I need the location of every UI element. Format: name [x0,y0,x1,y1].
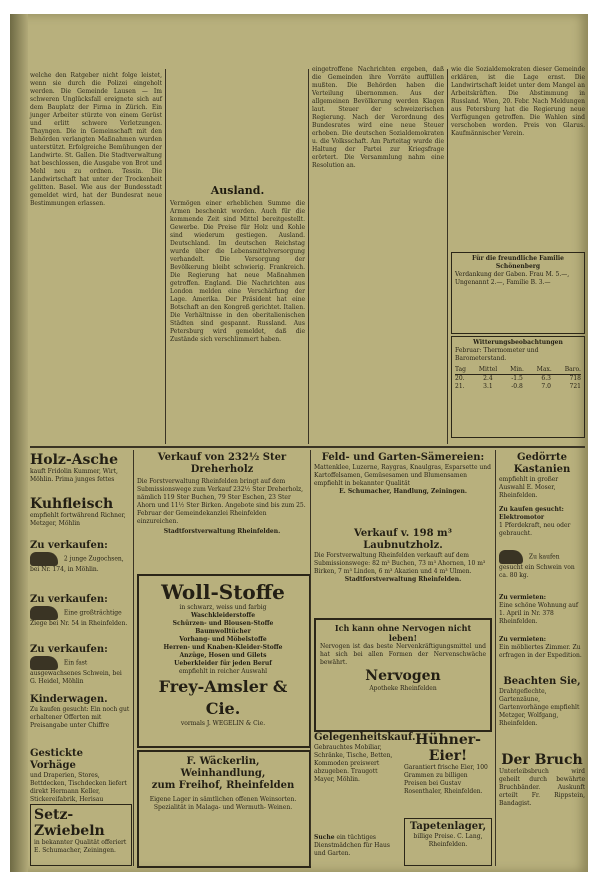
table-cell: 721 [569,383,581,390]
tapetenlager-title: Tapetenlager, [409,821,487,832]
woll-stoffe-line: Ueberkleider für jeden Beruf [174,660,272,667]
ad-elektromotor [499,506,585,546]
woll-stoffe-line: Baumwolltücher [195,628,251,635]
zwiebeln-title: Setz-Zwiebeln [34,807,105,839]
saemereien-signature: E. Schumacher, Handlung, Zeiningen. [339,488,467,495]
table-cell: -1.5 [511,375,523,382]
laubnutzholz-footer: Stadtforstverwaltung Rheinfelden. [344,576,462,583]
ad-divider [310,450,311,866]
pig-illustration-icon [30,656,58,670]
ad-waeckerlin [137,750,311,868]
ad-divider [133,450,134,866]
elektromotor-body: 1 Pferdekraft, neu oder gebraucht. [499,522,571,537]
ad-gelegenheitskauf [314,732,416,832]
drahtgeflechte-body: Drahtgeflechte, Gartenzäune, Gartenvorhänge empfiehlt Metzger, Wolfgang, Rheinfelden. [499,688,580,727]
holz-asche-title: Holz-Asche [30,452,118,468]
ad-wohnung [499,594,585,634]
woll-stoffe-line: Waschkleiderstoffe [190,612,256,619]
zimmer-title: Zu vermieten: [499,636,546,643]
table-cell: 20. [455,375,465,382]
woll-stoffe-subtitle: in schwarz, weiss und farbig [179,604,267,611]
ad-verkaufen-ochsen [30,540,130,590]
table-cell: 718 [569,375,581,382]
ad-huehner-eier [404,732,492,814]
table-cell: 3.1 [483,383,493,390]
ad-kuhfleisch [30,496,130,536]
column-divider [165,69,166,444]
table-header-cell: Mittel [478,366,498,373]
table-cell: -0.8 [511,383,523,390]
table-cell: 2.4 [483,375,493,382]
schwein-body: Zu kaufen gesucht ein Schwein von ca. 80 kg. [499,553,575,579]
goat-illustration-icon [30,606,58,620]
vorhaenge-title: Gestickte Vorhäge [30,748,83,771]
verkaufen-title: Zu verkaufen: [30,594,108,605]
table-header-cell: Baro. [564,366,581,373]
article-column-2: Vermögen einer erheblichen Summe die Armen beschenkt worden. Auch für die kommende Zeit sind Mittel bereitgestellt. Gewerbe. Die Preise für Holz und Kohle sind wiederum gestiegen. Ausland. Deutschland. Im deutschen Reichstag wurde über die Lebensmittelversorgung verhandelt. Die Versorgung der Bevölkerung bleibt schwierig. Frankreich. Die Regierung hat neue Maßnahmen getroffen. England. Die Nachrichten aus London melden eine Verschärfung der Lage. Amerika. Der Präsident hat eine Botschaft an den Kongreß gerichtet. Italien. Die Verhältnisse in den oberitalienischen Städten sind gespannt. Russland. Aus Petersburg wird gemeldet, daß die Zustände sich verschlimmert haben. [170,200,305,343]
woll-stoffe-vertreter: vormals J. WEGELIN & Cie. [180,720,266,727]
donation-notice [451,252,585,334]
kinderwagen-body: Zu kaufen gesucht: Ein noch gut erhaltener Offerten mit Preisangabe unter Chiffre [30,706,130,729]
nervogen-product: Nervogen [365,668,441,684]
saemereien-body: Mattenklee, Luzerne, Raygras, Knaulgras, Esparsette und Kartoffelsamen, Gemüsesamen und Blumensamen empfiehlt in bekannter Qualität [314,464,491,487]
weather-table-header [455,366,581,375]
zwiebeln-body: in bekannter Qualität offeriert E. Schumacher, Zeiningen. [34,839,127,854]
donation-title: Für die freundliche Familie Schönenberg [472,255,564,270]
table-row [455,375,581,383]
zimmer-body: Ein möbliertes Zimmer. Zu erfragen in der Expedition. [499,644,582,659]
ad-vorhaenge [30,748,130,803]
saemereien-title: Feld- und Garten-Sämereien: [321,452,485,463]
waeckerlin-body: Eigene Lager in sämtlichen offenen Weinsorten. Spezialität in Malaga- und Wermuth- Weinen. [149,796,297,811]
ad-drahtgeflechte [499,676,585,748]
verkaufen-body: Ein fast ausgewachsenes Schwein, bei G. Heidel, Möhlin [30,659,122,685]
tapetenlager-body: billige Preise. C. Lang, Rheinfelden. [413,833,483,848]
table-header-cell: Tag [455,366,466,373]
ad-zimmer [499,636,585,672]
kinderwagen-title: Kinderwagen. [30,694,108,705]
suche-title: Suche [314,834,335,841]
verkaufen-title: Zu verkaufen: [30,644,108,655]
ad-laubnutzholz [314,528,492,614]
ad-kastanien [499,452,585,502]
drahtgeflechte-title: Beachten Sie, [503,676,581,687]
ad-saemereien [314,452,492,524]
table-header-cell: Min. [510,366,524,373]
dreherholz-footer: Stadtforstverwaltung Rheinfelden. [163,528,281,535]
article-column-3: eingetroffene Nachrichten ergeben, daß die Gemeinden ihre Vorräte auffüllen mußten. Die Behörden haben die Verteilung übernommen. Aus der allgemeinen Bevölkerung werden Klagen laut. Steuer der schweizerischen Regierung. Nach der Verordnung des Bundesrates wird eine neue Steuer erhoben. Die deutschen Sozialdemokraten u. die Volksschaft. Am Parteitag wurde die Haltung der Partei zur Kriegsfrage erörtert. Die Versammlung nahm eine Resolution an. [312,66,444,169]
waeckerlin-subtitle: zum Freihof, Rheinfelden [151,780,295,791]
nervogen-seller: Apotheke Rheinfelden [369,685,437,692]
ad-divider [495,450,496,866]
ad-dreherholz [137,452,307,570]
bruch-body: Unterleibsbruch wird geheilt durch bewährte Bruchbänder. Auskunft erteilt Fr. Rippstein, Bandagist. [499,768,585,807]
donation-body: Verdankung der Gaben. Frau M. 5.—, Ungenannt 2.—, Familie B. 3.— [455,271,570,286]
huehner-eier-body: Garantiert frische Eier, 100 Grammen zu billigen Preisen bei Gustav Rosenthaler, Rheinfelden. [404,764,488,795]
ad-suche [314,834,400,864]
laubnutzholz-body: Die Forstverwaltung Rheinfelden verkauft auf dem Submissionswege: 82 m³ Buchen, 73 m³ Ahornen, 10 m³ Birken, 7 m³ Linden, 6 m³ Akazien und 4 m³ Ulmen. [314,552,486,575]
verkaufen-body: 2 junge Zugochsen, bei Nr. 174, in Möhlin. [30,555,124,573]
wohnung-title: Zu vermieten: [499,594,546,601]
gelegenheitskauf-title: Gelegenheitskauf. [314,732,416,743]
table-header-cell: Max. [536,366,552,373]
nervogen-body: Nervogen ist das beste Nervenkräftigungsmittel und hat sich bei allen Formen der Nervenschwäche bewährt. [320,643,486,666]
verkaufen-title: Zu verkaufen: [30,540,108,551]
ad-nervogen [314,618,492,732]
huehner-eier-title: Hühner-Eier! [415,732,481,764]
table-cell: 6.3 [541,375,551,382]
nervogen-title: Ich kann ohne Nervogen nicht leben! [334,623,472,643]
column-divider [447,69,448,444]
ad-bruch [499,752,585,864]
article-column-4: wie die Sozialdemokraten dieser Gemeinde erklären, ist die Lage ernst. Die Landwirtschaft leidet unter dem Mangel an Arbeitskräften. Die Abstimmung in Russland. Wien, 20. Febr. Nach Meldungen aus Petersburg hat die Regierung neue Verfügungen getroffen. Die Wahlen sind verschoben worden. Preis von Glarus. Kaufmännischer Verein. [451,66,585,137]
woll-stoffe-tagline: empfiehlt in reicher Auswahl [178,668,268,675]
ad-verkaufen-schwein [30,644,130,690]
woll-stoffe-line: Vorhang- und Möbelstoffe [179,636,267,643]
weather-table-box [451,336,585,438]
ads-separator [30,446,585,448]
binding-gutter [10,14,28,872]
ad-holz-asche [30,452,130,492]
dreherholz-title: Verkauf von 232½ Ster Dreherholz [157,452,287,475]
article-column-2-top [170,66,305,176]
ad-tapetenlager [404,818,492,866]
laubnutzholz-title: Verkauf v. 198 m³ Laubnutzholz. [353,528,453,551]
ad-kinderwagen [30,694,130,744]
vorhaenge-body: und Draperien, Stores, Bettdecken, Tischdecken liefert direkt Hermann Keller, Stickereifabrik, Herisau [30,772,127,803]
bruch-title: Der Bruch [501,752,583,768]
ad-schwein-gesucht [499,550,585,590]
kuhfleisch-body: empfiehlt fortwährend Richner, Metzger, Möhlin [30,512,126,527]
table-cell: 21. [455,383,465,390]
pig-illustration-icon [499,550,523,564]
article-column-1: welche den Ratgeber nicht folge leistet, wenn sie durch die Polizei eingeholt werden. Die Gemeinde Lausen — Im schweren Unglücksfall ereignete sich auf dem Bauplatz der Firma in Zürich. Ein junger Arbeiter stürzte von einem Gerüst und erlitt schwere Verletzungen. Thayngen. Die in Gemeinschaft mit den Behörden verlangten Maßnahmen wurden unterstützt. Erfolgreiche Bemühungen der Landwirte. St. Gallen. Die Stadtverwaltung hat beschlossen, die Ausgabe von Brot und Mehl neu zu ordnen. Tessin. Die Landwirtschaft hat unter der Trockenheit gelitten. Basel. Wie aus der Bundesstadt gemeldet wird, hat der Bundesrat neue Bestimmungen erlassen. [30,72,162,207]
table-cell: 7.0 [541,383,551,390]
dreherholz-body: Die Forstverwaltung Rheinfelden bringt auf dem Submissionswege zum Verkauf 232½ Ster Dreherholz, nämlich 119 Ster Buchen, 79 Ster Eschen, 23 Ster Ahorn und 11½ Ster Birken. Angebote sind bis zum 25. Februar der Gemeindekanzlei Rheinfelden einzureichen. [137,478,306,525]
column-divider [308,69,309,444]
woll-stoffe-brand: Frey-Amsler & Cie. [158,677,288,718]
wohnung-body: Eine schöne Wohnung auf 1. April in Nr. 378 Rheinfelden. [499,602,579,625]
ox-illustration-icon [30,552,58,566]
ad-woll-stoffe [137,574,311,748]
ausland-headline: Ausland. [210,184,265,197]
kastanien-body: empfiehlt in großer Auswahl E. Moser, Rheinfelden. [499,476,559,499]
gelegenheitskauf-body: Gebrauchtes Mobiliar, Schränke, Tische, Betten, Kommoden preiswert abzugeben. Traugott Mayer, Möhlin. [314,744,393,783]
woll-stoffe-line: Schürzen- und Blousen-Stoffe [172,620,274,627]
weather-body: Februar: Thermometer und Barometerstand. [455,347,539,362]
ad-verkaufen-ziege [30,594,130,640]
table-row [455,383,581,391]
weather-title: Witterungsbeobachtungen [473,339,563,346]
holz-asche-body: kauft Fridolin Kummer, Wirt, Möhlin. Prima junges fettes [30,468,118,483]
newspaper-paper [10,14,588,872]
elektromotor-title: Zu kaufen gesucht: Elektromotor [499,506,564,521]
ad-setz-zwiebeln [30,804,132,866]
kastanien-title: Gedörrte Kastanien [513,452,571,475]
waeckerlin-title: F. Wäckerlin, Weinhandlung, [180,756,266,779]
kuhfleisch-title: Kuhfleisch [30,496,114,512]
woll-stoffe-line: Herren- und Knaben-Kleider-Stoffe [163,644,283,651]
woll-stoffe-title: Woll-Stoffe [161,580,285,604]
verkaufen-body: Eine großträchtige Ziege bei Nr. 54 in Rheinfelden. [30,609,128,627]
woll-stoffe-line: Anzüge, Hosen und Gilets [179,652,267,659]
suche-body: ein tüchtiges Dienstmädchen für Haus und Garten. [314,834,390,857]
